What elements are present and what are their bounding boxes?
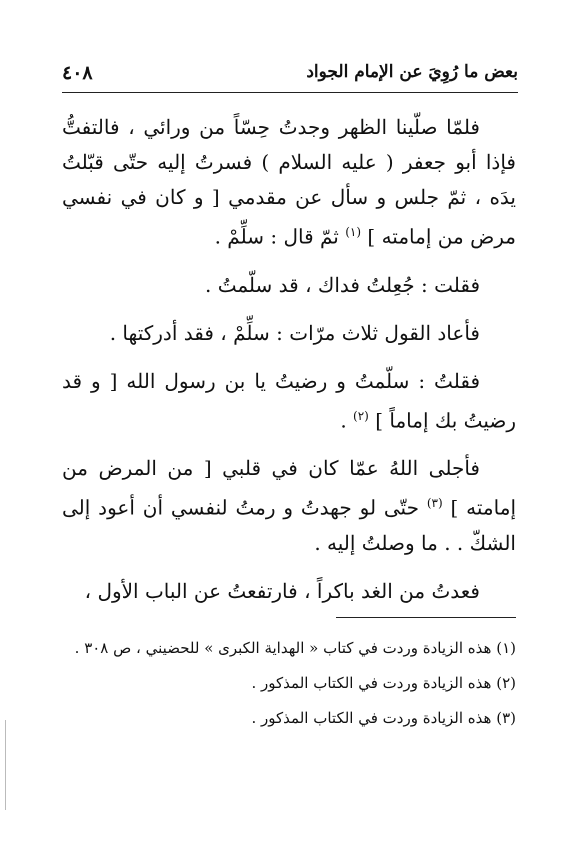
footnote-ref-3: (٣): [426, 496, 443, 511]
footnote-2-number: (٢): [496, 674, 516, 692]
footnote-3-text: هذه الزيادة وردت في الكتاب المذكور .: [251, 709, 492, 727]
footnote-separator: [336, 617, 516, 618]
page-number: ٤٠٨: [62, 62, 93, 84]
paragraph-1: [62, 110, 516, 255]
paragraph-4: [62, 364, 516, 439]
paragraph-6: [62, 574, 516, 609]
footnotes: [62, 635, 516, 740]
footnote-3: [62, 705, 516, 731]
footnote-ref-2: (٢): [353, 408, 369, 423]
paragraph-1-end: ثمّ قال : سلِّمْ .: [214, 224, 339, 249]
paragraph-5: [62, 451, 516, 561]
paragraph-2: [62, 268, 516, 303]
running-title: بعض ما رُوِيَ عن الإمام الجواد: [306, 62, 518, 82]
footnote-3-number: (٣): [496, 709, 516, 727]
footnote-2: [62, 670, 516, 696]
footnote-1-number: (١): [496, 639, 516, 657]
paragraph-1-text: فلمّا صلّينا الظهر وجدتُ حِسّاً من ورائي ، فالتفتُّ فإذا أبو جعفر ( عليه السلام ) فسرتُ إليه حتّى قبّلتُ يدَه ، ثمّ جلس و سأل عن مقدمي [ و كان في نفسي مرض من إمامته ]: [62, 115, 516, 249]
paragraph-3-text: فأعاد القول ثلاث مرّات : سلِّمْ ، فقد أدركتها .: [109, 320, 480, 345]
paragraph-6-text: فعدتُ من الغد باكراً ، فارتفعتُ عن الباب الأول ،: [84, 578, 480, 603]
paragraph-5-text: فأجلى اللهُ عمّا كان في قلبي [ من المرض من إمامته ]: [62, 456, 517, 520]
footnote-1-text: هذه الزيادة وردت في كتاب « الهداية الكبرى » للحضيني ، ص ٣٠٨ .: [74, 639, 492, 657]
page-header: [62, 58, 518, 93]
paragraph-5-end: حتّى لو جهدتُ و رمتُ لنفسي أن أعود إلى الشكّ . . ما وصلتُ إليه .: [62, 495, 516, 555]
paragraph-4-end: .: [340, 408, 347, 433]
footnote-2-text: هذه الزيادة وردت في الكتاب المذكور .: [251, 674, 492, 692]
footnote-ref-1: (١): [345, 225, 362, 239]
paragraph-4-text: فقلتُ : سلّمتُ و رضيتُ يا بن رسول الله [ و قد رضيتُ بك إماماً ]: [62, 368, 516, 433]
main-text: [62, 110, 516, 609]
paragraph-3: [62, 316, 516, 351]
footnote-1: [62, 635, 516, 661]
paragraph-2-text: فقلت : جُعِلتُ فداك ، قد سلّمتُ .: [205, 272, 480, 297]
scan-margin-mark: [5, 720, 6, 810]
